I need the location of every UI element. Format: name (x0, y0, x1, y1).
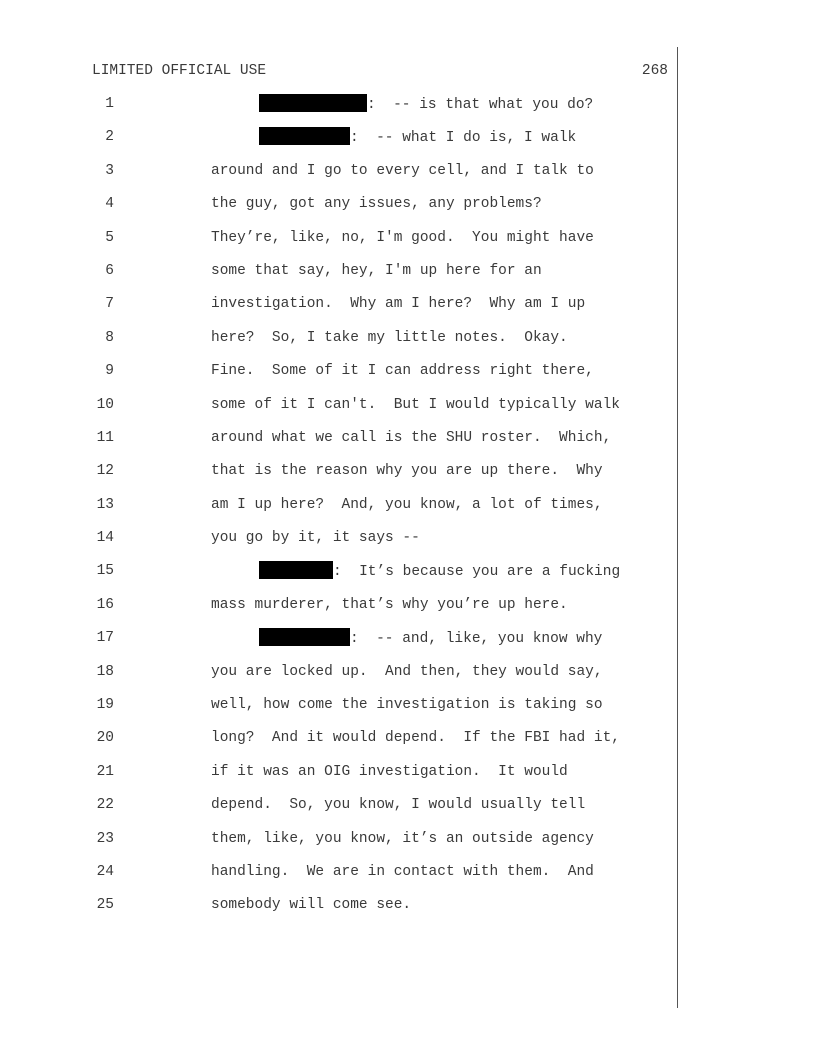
line-text (211, 228, 594, 248)
line-number: 7 (105, 296, 114, 313)
spoken-text: investigation. Why am I here? Why am I up (211, 296, 586, 313)
line-text (211, 895, 411, 915)
transcript-line (0, 628, 816, 661)
spoken-text: around and I go to every cell, and I talk to (211, 162, 594, 179)
transcript-line (0, 261, 816, 294)
line-number: 16 (96, 596, 114, 613)
speaker-line-text (259, 94, 593, 115)
spoken-text: some that say, hey, I'm up here for an (211, 262, 542, 279)
transcript-line (0, 595, 816, 628)
transcript-line (0, 361, 816, 394)
line-number: 22 (96, 797, 114, 814)
spoken-text: the guy, got any issues, any problems? (211, 196, 542, 213)
redaction-block (259, 127, 350, 145)
line-number: 23 (96, 830, 114, 847)
transcript-line (0, 428, 816, 461)
page-header (92, 61, 668, 81)
line-text (211, 395, 620, 415)
transcript-line (0, 94, 816, 127)
line-text (211, 194, 542, 214)
line-text (211, 161, 594, 181)
transcript-line (0, 561, 816, 594)
speaker-line-text (259, 127, 576, 148)
line-number: 8 (105, 329, 114, 346)
speaker-line-text (259, 628, 602, 649)
line-text (211, 662, 603, 682)
spoken-text: : It’s because you are a fucking (333, 564, 621, 581)
transcript-line (0, 395, 816, 428)
line-number: 3 (105, 162, 114, 179)
transcript-line (0, 728, 816, 761)
redaction-block (259, 628, 350, 646)
transcript-line (0, 228, 816, 261)
line-text (211, 695, 603, 715)
line-number: 13 (96, 496, 114, 513)
line-text (211, 795, 585, 815)
spoken-text: if it was an OIG investigation. It would (211, 763, 568, 780)
spoken-text: : -- is that what you do? (367, 97, 594, 113)
transcript-line (0, 528, 816, 561)
line-number: 12 (96, 463, 114, 480)
page-number: 268 (641, 63, 668, 79)
line-number: 24 (96, 863, 114, 880)
header-title: LIMITED OFFICIAL USE (92, 63, 267, 79)
line-text (211, 595, 568, 615)
redaction-block (259, 561, 333, 579)
line-number: 19 (96, 697, 114, 714)
line-text (211, 261, 542, 281)
transcript-line (0, 662, 816, 695)
transcript-line (0, 795, 816, 828)
spoken-text: you go by it, it says -- (211, 530, 420, 547)
spoken-text: mass murderer, that’s why you’re up here. (211, 596, 568, 613)
transcript-line (0, 461, 816, 494)
spoken-text: They’re, like, no, I'm good. You might have (211, 229, 594, 246)
spoken-text: well, how come the investigation is taking so (211, 697, 603, 714)
transcript-line (0, 194, 816, 227)
spoken-text: them, like, you know, it’s an outside agency (211, 830, 594, 847)
transcript-line (0, 127, 816, 160)
line-number: 5 (105, 229, 114, 246)
line-number: 11 (96, 429, 114, 446)
line-number: 4 (105, 196, 114, 213)
spoken-text: around what we call is the SHU roster. Which, (211, 429, 612, 446)
redaction-block (259, 94, 367, 112)
line-text (211, 461, 603, 481)
line-text (211, 428, 611, 448)
spoken-text: here? So, I take my little notes. Okay. (211, 329, 568, 346)
transcript-line (0, 294, 816, 327)
line-text (211, 862, 594, 882)
line-text (211, 528, 420, 548)
spoken-text: : -- and, like, you know why (350, 631, 603, 648)
transcript-line (0, 328, 816, 361)
line-number: 1 (105, 96, 114, 112)
line-text (211, 762, 568, 782)
transcript-line (0, 895, 816, 928)
speaker-line-text (259, 561, 620, 582)
line-text (211, 728, 620, 748)
line-text (211, 829, 594, 849)
line-number: 21 (96, 763, 114, 780)
line-number: 18 (96, 663, 114, 680)
line-text (211, 328, 568, 348)
spoken-text: depend. So, you know, I would usually tell (211, 797, 586, 814)
line-text (211, 294, 585, 314)
line-number: 17 (96, 630, 114, 647)
spoken-text: you are locked up. And then, they would say, (211, 663, 603, 680)
line-text (211, 495, 603, 515)
line-number: 14 (96, 530, 114, 547)
spoken-text: some of it I can't. But I would typically walk (211, 396, 620, 413)
line-text (211, 361, 594, 381)
spoken-text: long? And it would depend. If the FBI had it, (211, 730, 620, 747)
transcript-line (0, 495, 816, 528)
line-number: 2 (105, 129, 114, 146)
spoken-text: that is the reason why you are up there. Why (211, 463, 603, 480)
line-number: 9 (105, 363, 114, 380)
spoken-text: : -- what I do is, I walk (350, 130, 577, 147)
transcript-line (0, 829, 816, 862)
line-number: 6 (105, 262, 114, 279)
transcript-line (0, 862, 816, 895)
transcript-body (0, 94, 816, 929)
transcript-line (0, 161, 816, 194)
line-number: 25 (96, 897, 114, 914)
transcript-line (0, 695, 816, 728)
line-number: 10 (96, 396, 114, 413)
spoken-text: am I up here? And, you know, a lot of times, (211, 496, 603, 513)
line-number: 15 (96, 563, 114, 580)
transcript-line (0, 762, 816, 795)
spoken-text: somebody will come see. (211, 897, 412, 914)
spoken-text: Fine. Some of it I can address right there, (211, 363, 594, 380)
line-number: 20 (96, 730, 114, 747)
spoken-text: handling. We are in contact with them. And (211, 863, 594, 880)
